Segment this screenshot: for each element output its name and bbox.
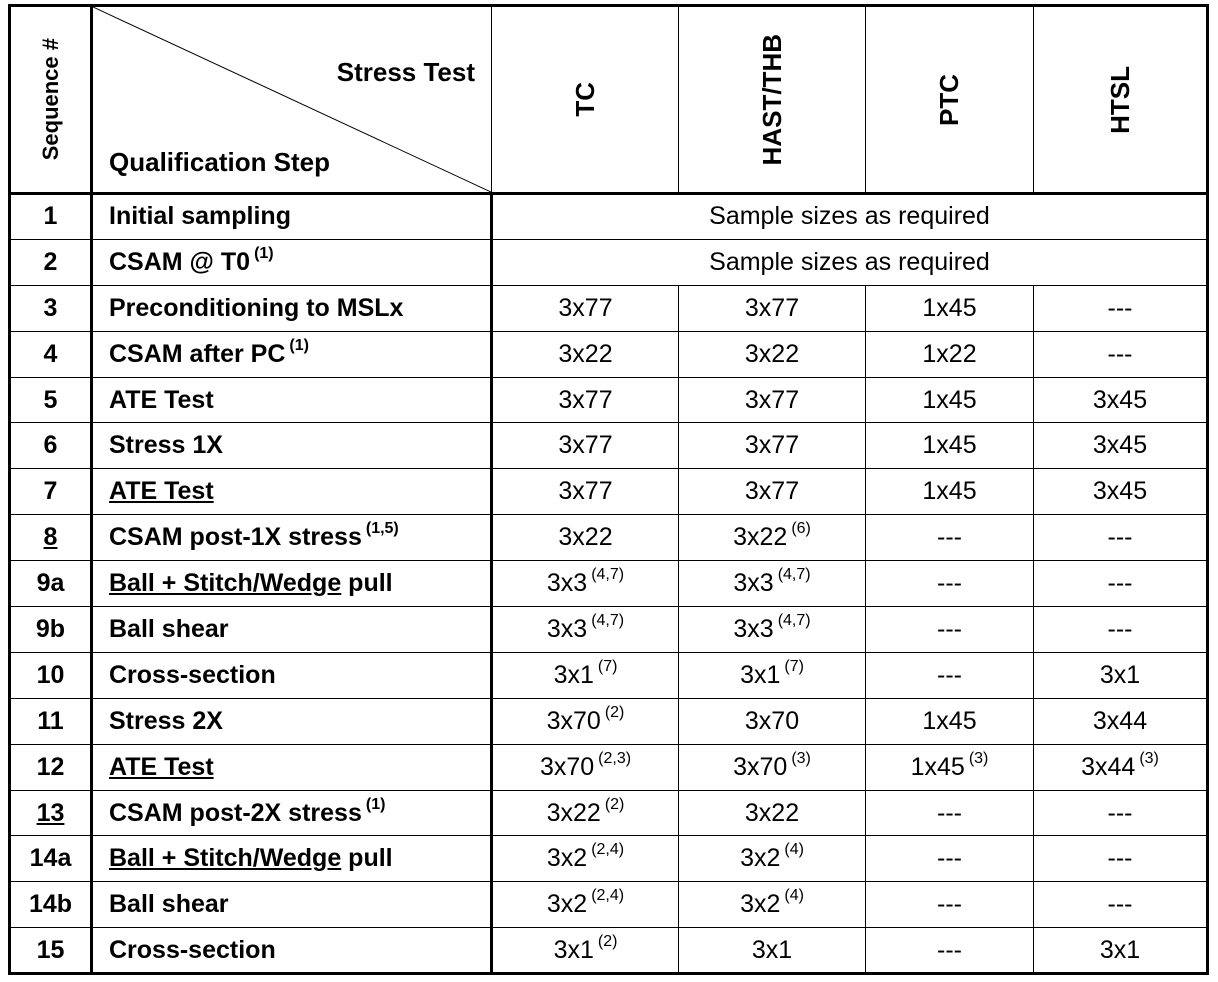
qualification-step-cell: [92, 331, 492, 377]
qualification-step-label: Ball + Stitch/Wedge: [109, 844, 342, 873]
footnote-reference: (2): [597, 932, 618, 950]
sample-size-value: 3x70: [546, 706, 601, 735]
table-row: [10, 377, 1208, 423]
column-header-label: HAST/THB: [756, 33, 787, 166]
column-header-label: TC: [569, 82, 600, 117]
qualification-step-cell: [92, 377, 492, 423]
sequence-number: 9b: [35, 614, 66, 643]
sample-size-value: 3x77: [558, 293, 613, 322]
sample-size-value: 1x45: [922, 431, 977, 460]
footnote-reference: (4): [784, 841, 804, 859]
sample-size-cell-hast-thb: [679, 836, 866, 882]
sequence-number: 2: [43, 247, 58, 276]
sample-size-cell-htsl: [1034, 469, 1208, 515]
footnote-reference: (4,7): [777, 566, 811, 584]
sequence-number: 9a: [36, 569, 65, 598]
footnote-reference: (2): [604, 703, 625, 721]
column-header-label: PTC: [934, 73, 964, 126]
sequence-number-cell: [10, 194, 92, 240]
sample-size-value: 3x2: [546, 844, 588, 873]
footnote-reference: (4,7): [591, 566, 625, 584]
header-row: [10, 6, 1208, 194]
sample-size-value: 1x22: [922, 339, 977, 368]
footnote-reference: (3): [1139, 749, 1159, 767]
sample-size-cell-tc: [492, 698, 679, 744]
sample-size-value: ---: [937, 890, 962, 919]
table-row: [10, 515, 1208, 561]
qualification-step-cell: [92, 285, 492, 331]
sample-size-cell-hast-thb: [679, 561, 866, 607]
sequence-number: 3: [43, 293, 58, 322]
column-header-htsl: [1034, 6, 1208, 194]
sample-size-span-cell: Sample sizes as required: [492, 194, 1208, 240]
footnote-reference: (7): [784, 657, 804, 675]
sample-size-value: ---: [1107, 569, 1133, 598]
sample-size-cell-ptc: [866, 652, 1034, 698]
sample-size-value: ---: [1107, 293, 1133, 322]
sample-size-cell-htsl: [1034, 790, 1208, 836]
sequence-number: 11: [37, 706, 64, 735]
qualification-step-label: Ball shear: [109, 614, 229, 643]
qualification-step-label: ATE Test: [109, 385, 214, 414]
sequence-number-cell: [10, 515, 92, 561]
qualification-table: [8, 4, 1209, 975]
sample-size-value: 3x3: [733, 614, 774, 643]
sample-size-cell-ptc: [866, 882, 1034, 928]
sample-size-cell-tc: [492, 836, 679, 882]
sample-size-value: 3x45: [1092, 385, 1148, 414]
qualification-step-suffix: pull: [341, 569, 393, 598]
sample-size-cell-htsl: [1034, 331, 1208, 377]
footnote-reference: (3): [968, 749, 989, 767]
sample-size-value: 3x77: [558, 431, 613, 460]
column-header-tc: [492, 6, 679, 194]
sample-size-value: ---: [1107, 614, 1133, 643]
sample-size-value: 3x1: [553, 660, 594, 689]
sample-size-value: ---: [937, 844, 962, 873]
sequence-number-cell: [10, 698, 92, 744]
qualification-step-label: ATE Test: [109, 477, 214, 506]
sequence-number-cell: [10, 790, 92, 836]
sequence-number-cell: [10, 285, 92, 331]
sequence-number-cell: [10, 561, 92, 607]
sample-size-value: 3x77: [558, 477, 613, 506]
sample-size-value: 3x1: [553, 935, 594, 964]
sample-size-value: 3x44: [1092, 706, 1148, 735]
sample-size-cell-tc: [492, 790, 679, 836]
sample-size-value: 1x45: [910, 752, 965, 781]
footnote-reference: (2,4): [591, 887, 625, 905]
sample-size-cell-ptc: [866, 607, 1034, 653]
sample-size-value: 3x77: [744, 293, 800, 322]
step-stress-header: [92, 6, 492, 194]
sample-size-value: ---: [1107, 844, 1133, 873]
sample-size-cell-ptc: [866, 790, 1034, 836]
footnote-reference: (7): [597, 657, 618, 675]
sample-size-cell-ptc: [866, 698, 1034, 744]
sequence-number: 6: [43, 431, 58, 460]
table-body: [10, 194, 1208, 974]
sample-size-value: ---: [937, 523, 962, 552]
sample-size-cell-tc: [492, 515, 679, 561]
qualification-step-cell: [92, 836, 492, 882]
table-row: [10, 882, 1208, 928]
sample-size-value: 3x45: [1092, 477, 1148, 506]
sample-size-cell-htsl: [1034, 423, 1208, 469]
sequence-number-cell: [10, 744, 92, 790]
qualification-step-label: CSAM after PC: [109, 339, 286, 368]
sequence-number-cell: [10, 607, 92, 653]
table-row: [10, 285, 1208, 331]
sample-size-value: 3x70: [539, 752, 595, 781]
qualification-step-cell: [92, 194, 492, 240]
sample-size-value: 1x45: [922, 477, 977, 506]
sample-size-value: 3x70: [744, 706, 800, 735]
sample-size-value: 3x77: [744, 385, 800, 414]
sample-size-cell-hast-thb: [679, 928, 866, 974]
qualification-step-cell: [92, 239, 492, 285]
table-row: [10, 698, 1208, 744]
sample-size-cell-tc: [492, 652, 679, 698]
sample-size-value: ---: [937, 660, 962, 689]
sample-size-cell-tc: [492, 928, 679, 974]
sample-size-cell-htsl: [1034, 285, 1208, 331]
footnote-reference: (1,5): [365, 520, 399, 538]
table-row: [10, 836, 1208, 882]
sample-size-value: 3x1: [751, 935, 793, 964]
sample-size-value: 3x77: [744, 477, 800, 506]
footnote-reference: (2): [604, 795, 625, 813]
table-row: [10, 561, 1208, 607]
table-row: [10, 194, 1208, 240]
qualification-step-header-label: Qualification Step: [109, 147, 331, 177]
sample-size-cell-htsl: [1034, 607, 1208, 653]
sequence-header-label: Sequence #: [37, 38, 63, 161]
sample-size-cell-hast-thb: [679, 790, 866, 836]
qualification-step-cell: [92, 515, 492, 561]
sample-size-cell-tc: [492, 285, 679, 331]
table-row: [10, 928, 1208, 974]
sample-size-cell-tc: [492, 561, 679, 607]
sequence-number: 15: [36, 935, 65, 964]
sequence-number: 7: [43, 477, 58, 506]
qualification-step-label: Ball shear: [109, 890, 229, 919]
sample-size-span-cell: Sample sizes as required: [492, 239, 1208, 285]
sample-size-cell-tc: [492, 607, 679, 653]
sample-size-cell-hast-thb: [679, 377, 866, 423]
sequence-number-cell: [10, 377, 92, 423]
sample-size-cell-ptc: [866, 744, 1034, 790]
sample-size-cell-tc: [492, 744, 679, 790]
sequence-number: 12: [36, 752, 65, 781]
table-row: [10, 423, 1208, 469]
sample-size-cell-htsl: [1034, 744, 1208, 790]
sequence-number-cell: [10, 331, 92, 377]
sample-size-cell-tc: [492, 469, 679, 515]
sample-size-cell-htsl: [1034, 836, 1208, 882]
sample-size-cell-tc: [492, 331, 679, 377]
sample-size-cell-htsl: [1034, 561, 1208, 607]
sample-size-value: ---: [937, 935, 962, 964]
qualification-step-cell: [92, 423, 492, 469]
sample-size-cell-ptc: [866, 377, 1034, 423]
table-row: [10, 607, 1208, 653]
table-row: [10, 744, 1208, 790]
qualification-step-cell: [92, 744, 492, 790]
table-row: [10, 239, 1208, 285]
qualification-step-label: Initial sampling: [109, 202, 291, 231]
sequence-number: 5: [43, 385, 58, 414]
qualification-table-container: [8, 4, 1209, 975]
sample-size-cell-ptc: [866, 928, 1034, 974]
column-header-ptc: [866, 6, 1034, 194]
sample-size-cell-hast-thb: [679, 744, 866, 790]
sample-size-cell-hast-thb: [679, 469, 866, 515]
sample-size-value: 3x45: [1092, 431, 1148, 460]
qualification-step-cell: [92, 882, 492, 928]
qualification-step-label: CSAM @ T0: [109, 247, 251, 276]
qualification-step-cell: [92, 928, 492, 974]
stress-test-header-label: Stress Test: [336, 57, 475, 87]
qualification-step-cell: [92, 698, 492, 744]
sequence-header: [10, 6, 92, 194]
qualification-step-label: ATE Test: [109, 752, 214, 781]
table-row: [10, 331, 1208, 377]
sample-size-cell-ptc: [866, 836, 1034, 882]
sample-size-cell-htsl: [1034, 928, 1208, 974]
sample-size-value: ---: [937, 569, 962, 598]
qualification-step-label: Stress 2X: [109, 706, 223, 735]
sequence-number-cell: [10, 239, 92, 285]
footnote-reference: (4,7): [591, 611, 625, 629]
sample-size-cell-htsl: [1034, 515, 1208, 561]
sample-size-value: 3x77: [744, 431, 800, 460]
sample-size-cell-tc: [492, 377, 679, 423]
column-header-hast-thb: [679, 6, 866, 194]
sample-size-cell-hast-thb: [679, 331, 866, 377]
sample-size-value: 3x22: [558, 523, 613, 552]
qualification-step-label: CSAM post-1X stress: [109, 523, 362, 552]
sequence-number-cell: [10, 836, 92, 882]
sample-size-cell-htsl: [1034, 652, 1208, 698]
qualification-step-cell: [92, 652, 492, 698]
qualification-step-cell: [92, 561, 492, 607]
sample-size-value: 3x2: [740, 844, 781, 873]
sample-size-cell-hast-thb: [679, 285, 866, 331]
footnote-reference: (1): [289, 336, 309, 354]
sample-size-value: ---: [1107, 339, 1133, 368]
sequence-number: 13: [36, 798, 65, 827]
sample-size-cell-htsl: [1034, 698, 1208, 744]
qualification-step-label: Preconditioning to MSLx: [109, 293, 404, 322]
sample-size-cell-hast-thb: [679, 423, 866, 469]
sample-size-value: 3x22: [744, 339, 800, 368]
qualification-step-cell: [92, 607, 492, 653]
sequence-number-cell: [10, 423, 92, 469]
sequence-number: 4: [43, 339, 58, 368]
sequence-number-cell: [10, 469, 92, 515]
footnote-reference: (1): [254, 244, 274, 262]
sample-size-value: ---: [937, 614, 962, 643]
sample-size-value: 3x22: [558, 339, 613, 368]
sequence-number-cell: [10, 882, 92, 928]
sample-size-value: ---: [1107, 890, 1133, 919]
sample-size-value: 3x1: [740, 660, 781, 689]
sample-size-value: 3x2: [740, 890, 781, 919]
sample-size-value: 3x44: [1081, 752, 1136, 781]
sample-size-cell-ptc: [866, 469, 1034, 515]
table-row: [10, 469, 1208, 515]
sample-size-cell-hast-thb: [679, 698, 866, 744]
sample-size-cell-hast-thb: [679, 652, 866, 698]
sample-size-value: 1x45: [922, 706, 977, 735]
sequence-number: 1: [43, 202, 58, 231]
sequence-number-cell: [10, 928, 92, 974]
sample-size-value: 3x22: [546, 798, 601, 827]
sample-size-value: 3x2: [546, 890, 588, 919]
sample-size-value: 3x3: [733, 569, 774, 598]
qualification-step-label: Ball + Stitch/Wedge: [109, 569, 342, 598]
sample-size-cell-tc: [492, 882, 679, 928]
sample-size-cell-hast-thb: [679, 515, 866, 561]
column-header-label: HTSL: [1104, 65, 1135, 134]
table-row: [10, 790, 1208, 836]
sample-size-cell-ptc: [866, 423, 1034, 469]
footnote-reference: (4,7): [777, 611, 811, 629]
qualification-step-cell: [92, 790, 492, 836]
sample-size-cell-ptc: [866, 285, 1034, 331]
sample-size-cell-htsl: [1034, 882, 1208, 928]
qualification-step-cell: [92, 469, 492, 515]
footnote-reference: (1): [365, 795, 386, 813]
sample-size-cell-hast-thb: [679, 882, 866, 928]
sequence-number-cell: [10, 652, 92, 698]
qualification-step-label: Stress 1X: [109, 431, 223, 460]
sample-size-value: 3x3: [546, 614, 588, 643]
qualification-step-label: CSAM post-2X stress: [109, 798, 362, 827]
sample-size-value: 3x22: [733, 523, 788, 552]
footnote-reference: (2,4): [591, 841, 625, 859]
sample-size-cell-ptc: [866, 561, 1034, 607]
sample-size-value: ---: [1107, 523, 1133, 552]
qualification-step-label: Cross-section: [109, 660, 276, 689]
footnote-reference: (6): [791, 520, 811, 538]
sample-size-value: ---: [937, 798, 962, 827]
sequence-number: 14a: [29, 844, 72, 873]
sample-size-value: 3x22: [744, 798, 800, 827]
sample-size-value: ---: [1107, 798, 1133, 827]
sample-size-value: 3x70: [733, 752, 788, 781]
sample-size-value: 3x1: [1099, 660, 1141, 689]
footnote-reference: (3): [791, 749, 811, 767]
footnote-reference: (4): [784, 887, 804, 905]
sample-size-cell-tc: [492, 423, 679, 469]
table-row: [10, 652, 1208, 698]
sample-size-value: 3x77: [558, 385, 613, 414]
sample-size-cell-hast-thb: [679, 607, 866, 653]
sequence-number: 14b: [28, 890, 73, 919]
sample-size-cell-ptc: [866, 331, 1034, 377]
qualification-step-label: Cross-section: [109, 935, 276, 964]
sample-size-cell-htsl: [1034, 377, 1208, 423]
sample-size-value: 1x45: [922, 385, 977, 414]
sequence-number: 8: [43, 523, 58, 552]
qualification-step-suffix: pull: [341, 844, 393, 873]
sequence-number: 10: [36, 660, 65, 689]
footnote-reference: (2,3): [598, 749, 632, 767]
sample-size-cell-ptc: [866, 515, 1034, 561]
sample-size-value: 3x3: [546, 569, 588, 598]
sample-size-value: 1x45: [922, 293, 977, 322]
sample-size-value: 3x1: [1099, 935, 1141, 964]
